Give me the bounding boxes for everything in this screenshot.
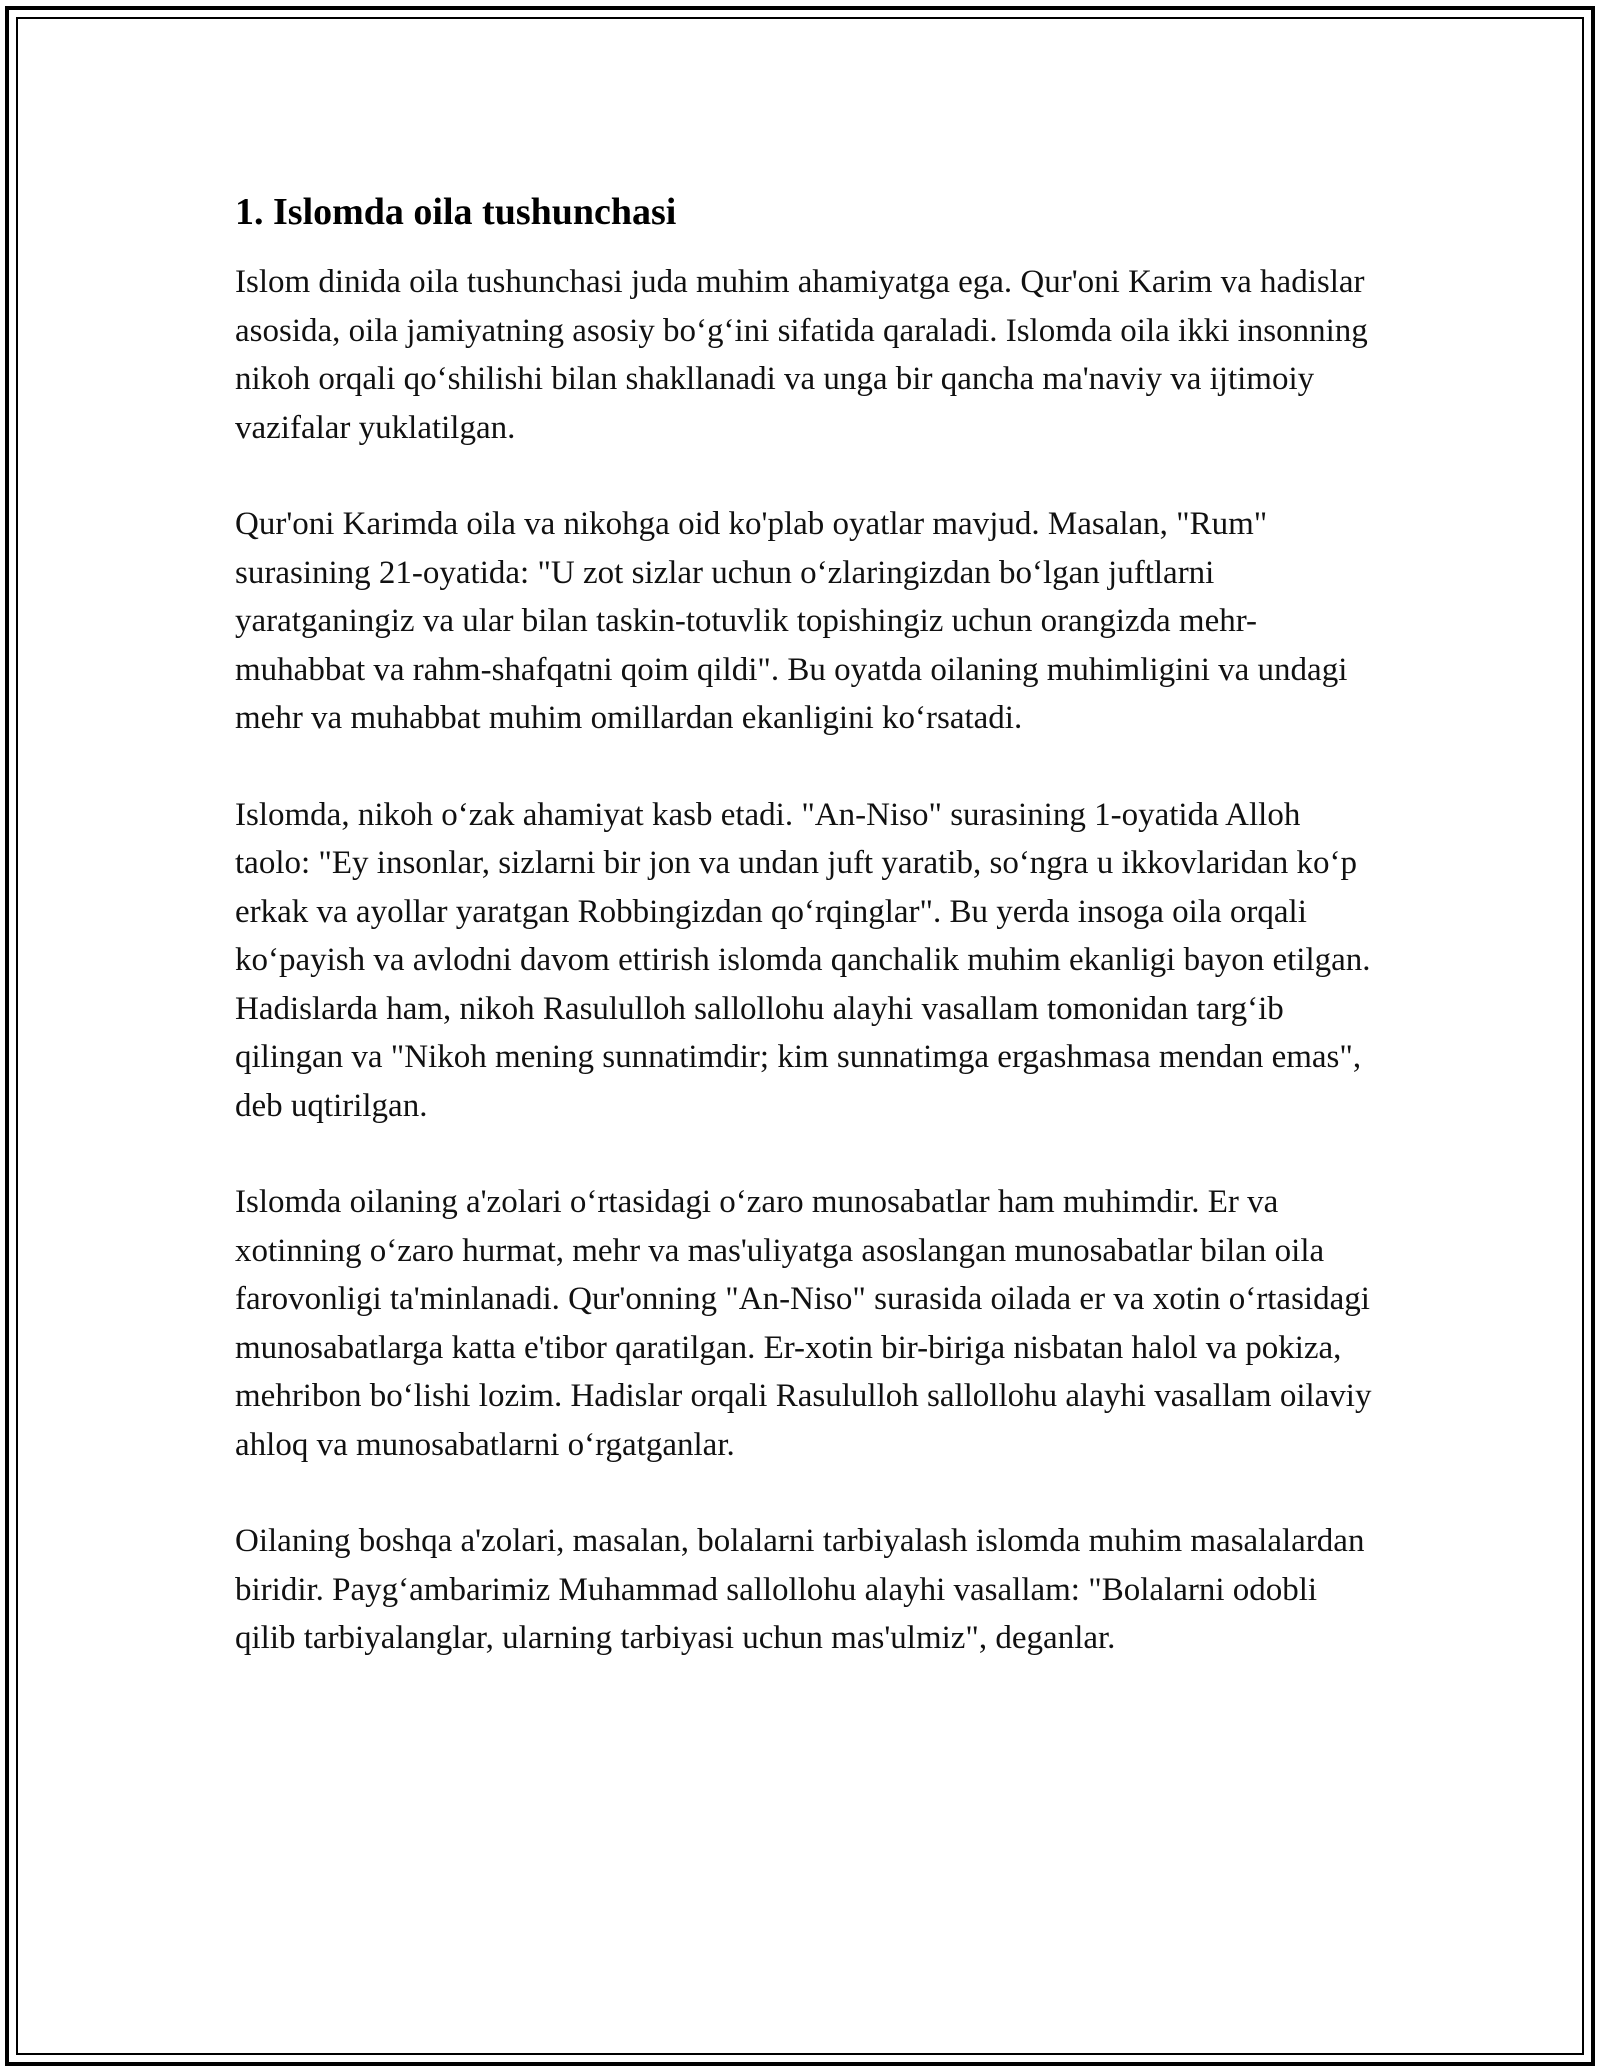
paragraph-5: Oilaning boshqa a'zolari, masalan, bolalarni tarbiyalash islomda muhim masalalardan biridir. Payg‘ambarimiz Muhammad sallollohu alayhi vasallam: "Bolalarni odobli qilib tarbiyalanglar, ularning tarbiyasi uchun mas'ulmiz", deganlar. bbox=[235, 1523, 1365, 1656]
section-heading: 1. Islomda oila tushunchasi bbox=[235, 191, 677, 233]
paragraph-2: Qur'oni Karimda oila va nikohga oid ko'plab oyatlar mavjud. Masalan, "Rum" surasining 21-oyatida: "U zot sizlar uchun o‘zlaringizdan bo‘lgan juftlarni yaratganingiz va ular bilan taskin-totuvlik topishingiz uchun orangizda mehr-muhabbat va rahm-shafqatni qoim qildi". Bu oyatda oilaning muhimligini va undagi mehr va muhabbat muhim omillardan ekanligini ko‘rsatadi. bbox=[235, 506, 1348, 736]
paragraph-4: Islomda oilaning a'zolari o‘rtasidagi o‘zaro munosabatlar ham muhimdir. Er va xotinning o‘zaro hurmat, mehr va mas'uliyatga asoslangan munosabatlar bilan oila farovonligi ta'minlanadi. Qur'onning "An-Niso" surasida oilada er va xotin o‘rtasidagi munosabatlarga katta e'tibor qaratilgan. Er-xotin bir-biriga nisbatan halol va pokiza, mehribon bo‘lishi lozim. Hadislar orqali Rasululloh sallollohu alayhi vasallam oilaviy ahloq va munosabatlarni o‘rgatganlar. bbox=[235, 1184, 1372, 1463]
paragraph-3: Islomda, nikoh o‘zak ahamiyat kasb etadi. "An-Niso" surasining 1-oyatida Alloh taolo: "Ey insonlar, sizlarni bir jon va undan juft yaratib, so‘ngra u ikkovlaridan ko‘p erkak va ayollar yaratgan Robbingizdan qo‘rqinglar". Bu yerda insoga oila orqali ko‘payish va avlodni davom ettirish islomda qanchalik muhim ekanligi bayon etilgan. Hadislarda ham, nikoh Rasululloh sallollohu alayhi vasallam tomonidan targ‘ib qilingan va "Nikoh mening sunnatimdir; kim sunnatimga ergashmasa mendan emas", deb uqtirilgan. bbox=[235, 796, 1371, 1124]
document-body bbox=[235, 188, 1375, 1711]
paragraph-1: Islom dinida oila tushunchasi juda muhim ahamiyatga ega. Qur'oni Karim va hadislar asosida, oila jamiyatning asosiy bo‘g‘ini sifatida qaraladi. Islomda oila ikki insonning nikoh orqali qo‘shilishi bilan shakllanadi va unga bir qancha ma'naviy va ijtimoiy vazifalar yuklatilgan. bbox=[235, 264, 1368, 446]
